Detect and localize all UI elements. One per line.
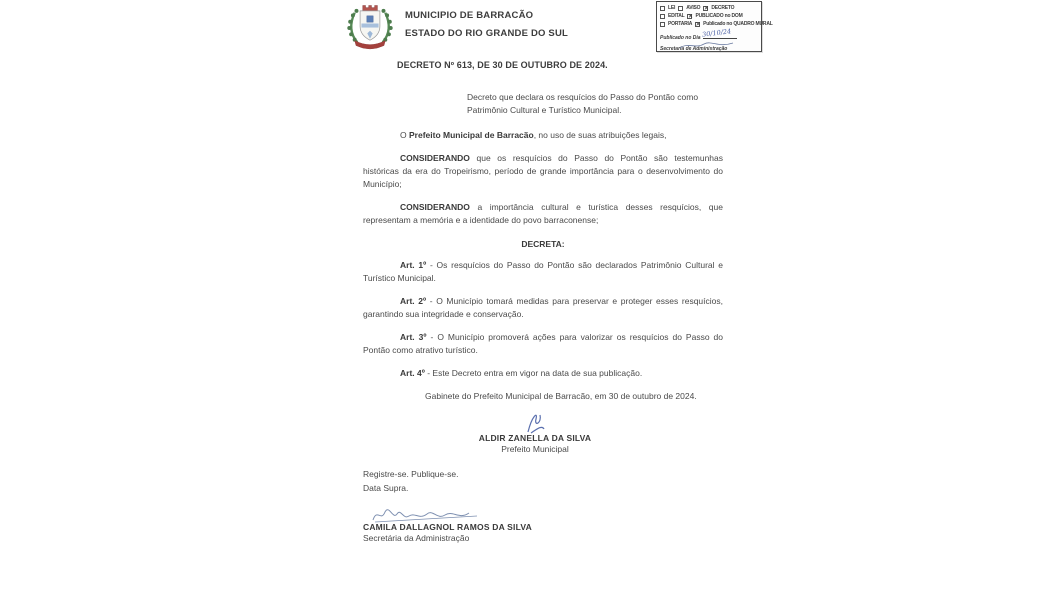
article-1-lead: Art. 1º bbox=[400, 260, 427, 270]
secretary-stamp-label: Secretaria de Administração bbox=[660, 46, 728, 52]
stamp-secretary-line bbox=[660, 46, 758, 52]
article-3 bbox=[363, 331, 723, 357]
checkbox-decreto bbox=[703, 6, 708, 11]
data-supra-line: Data Supra. bbox=[363, 482, 409, 493]
article-1 bbox=[363, 259, 723, 285]
stamp-row-2 bbox=[660, 12, 758, 20]
checkbox-publicado-dom-label: PUBLICADO no DOM bbox=[695, 13, 743, 19]
handwritten-date: 30/10/24 bbox=[701, 27, 732, 39]
checkbox-aviso bbox=[678, 6, 683, 11]
article-3-lead: Art. 3º bbox=[400, 332, 427, 342]
checkbox-edital-label: EDITAL bbox=[668, 13, 685, 19]
decreta-heading: DECRETA: bbox=[521, 239, 565, 249]
checkbox-decreto-label: DECRETO bbox=[711, 5, 735, 11]
checkbox-lei-label: LEI bbox=[668, 5, 676, 11]
stamp-signature-scribble-icon bbox=[678, 40, 736, 50]
mayor-name: ALDIR ZANELLA DA SILVA bbox=[478, 433, 592, 443]
article-2-lead: Art. 2º bbox=[400, 296, 427, 306]
article-4-lead: Art. 4º bbox=[400, 368, 425, 378]
article-2-text: - O Município tomará medidas para preservar e proteger esses resquícios, garantindo sua integridade e conservação. bbox=[363, 296, 723, 319]
intro-lead: Prefeito Municipal de Barracão bbox=[408, 130, 534, 140]
published-on-label: Publicado no Dia bbox=[660, 35, 701, 41]
considerando-2-text: a importância cultural e turística desses resquícios, que representam a memória e a identidade do povo barraconense; bbox=[363, 202, 723, 225]
checkbox-lei bbox=[660, 6, 665, 11]
checkbox-portaria bbox=[660, 22, 665, 27]
mayor-role: Prefeito Municipal bbox=[501, 444, 569, 454]
considerando-1 bbox=[363, 152, 723, 191]
article-1-text: - Os resquícios do Passo do Pontão são declarados Patrimônio Cultural e Turístico Municipal. bbox=[363, 260, 723, 283]
municipal-coat-of-arms-icon bbox=[343, 1, 397, 55]
gabinete-line: Gabinete do Prefeito Municipal de Barracão, em 30 de outubro de 2024. bbox=[425, 391, 697, 401]
municipality-name: MUNICIPIO DE BARRACÃO bbox=[405, 10, 534, 21]
intro-paragraph bbox=[363, 129, 723, 142]
decree-summary: Decreto que declara os resquícios do Passo do Pontão como Patrimônio Cultural e Turístico Municipal. bbox=[467, 92, 699, 115]
considerando-2-lead: CONSIDERANDO bbox=[400, 202, 470, 212]
publication-stamp bbox=[656, 1, 773, 52]
considerando-1-lead: CONSIDERANDO bbox=[400, 153, 470, 163]
checkbox-quadro-mural-label: Publicado no QUADRO MURAL bbox=[703, 21, 773, 27]
article-3-text: - O Município promoverá ações para valorizar os resquícios do Passo do Pontão como atrativo turístico. bbox=[363, 332, 723, 355]
closing-lines bbox=[363, 468, 766, 495]
mayor-signature-ink-icon bbox=[520, 409, 550, 435]
article-4-text: - Este Decreto entra em vigor na data de sua publicação. bbox=[424, 368, 643, 378]
checkbox-publicado-dom bbox=[687, 14, 692, 19]
mayor-signature-block bbox=[425, 409, 645, 454]
checkbox-aviso-label: AVISO bbox=[686, 5, 701, 11]
secretary-role: Secretária da Administração bbox=[363, 533, 470, 543]
secretary-signature-block bbox=[363, 504, 766, 543]
intro-rest: , no uso de suas atribuições legais, bbox=[533, 130, 667, 140]
checkbox-portaria-label: PORTARIA bbox=[668, 21, 693, 27]
document-header bbox=[340, 0, 773, 56]
article-4 bbox=[363, 367, 723, 380]
checkbox-quadro-mural bbox=[695, 22, 700, 27]
state-name: ESTADO DO RIO GRANDE DO SUL bbox=[405, 28, 569, 39]
considerando-1-text: que os resquícios do Passo do Pontão são testemunhas históricas da era do Tropeirismo, período de grande importância para o desenvolvimento do Município; bbox=[363, 153, 723, 189]
intro-pre: O bbox=[400, 130, 409, 140]
decree-title: DECRETO Nº 613, DE 30 DE OUTUBRO DE 2024. bbox=[397, 60, 608, 70]
stamp-row-3 bbox=[660, 20, 773, 28]
decree-document bbox=[340, 0, 773, 594]
header-titles bbox=[405, 7, 568, 43]
considerando-2 bbox=[363, 201, 723, 227]
checkbox-edital bbox=[660, 14, 665, 19]
article-2 bbox=[363, 295, 723, 321]
register-publish-line: Registre-se. Publique-se. bbox=[363, 469, 459, 479]
secretary-name: CAMILA DALLAGNOL RAMOS DA SILVA bbox=[363, 522, 532, 532]
stamp-row-1 bbox=[660, 4, 758, 12]
